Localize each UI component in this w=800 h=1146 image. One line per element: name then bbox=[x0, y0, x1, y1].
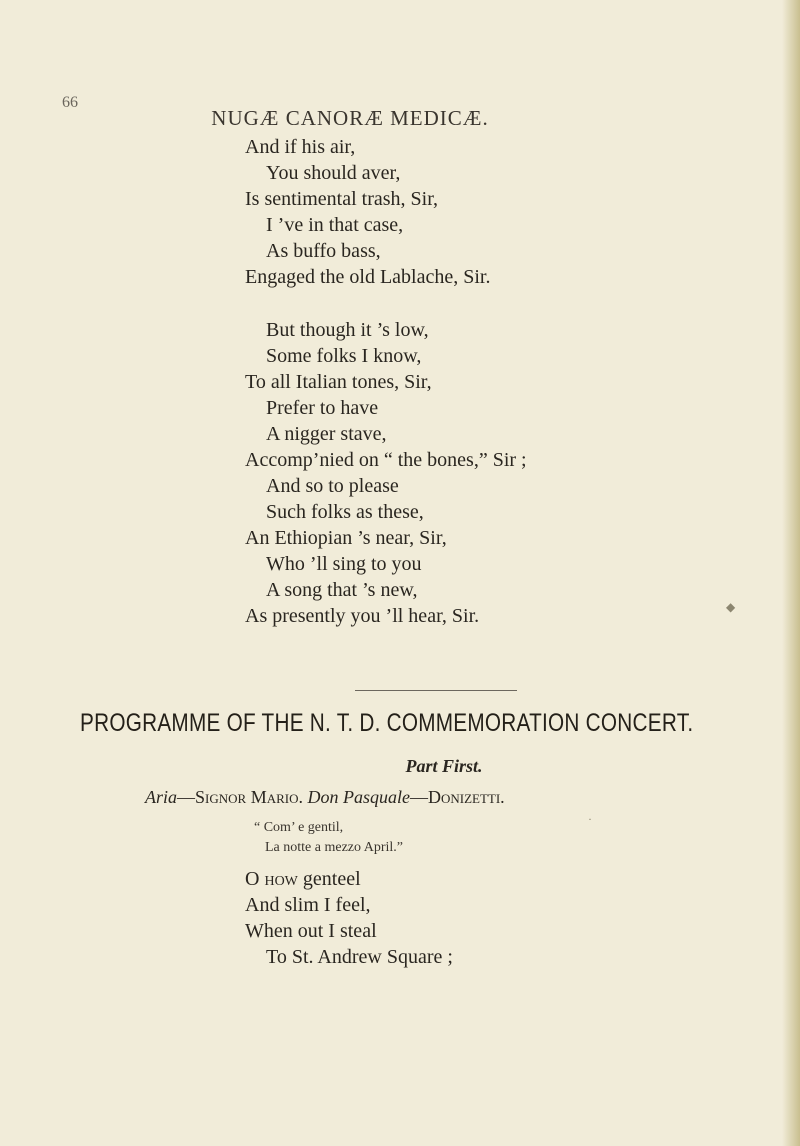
running-title: NUGÆ CANORÆ MEDICÆ. bbox=[211, 106, 489, 130]
verse-line: To all Italian tones, Sir, bbox=[245, 371, 432, 393]
quote-line: “ Com’ e gentil, bbox=[254, 820, 344, 835]
section-divider bbox=[355, 690, 517, 691]
verse-line: When out I steal bbox=[245, 920, 377, 942]
verse-line: Is sentimental trash, Sir, bbox=[245, 188, 439, 210]
aria-composer: Donizetti. bbox=[427, 787, 505, 807]
aria-dash: — bbox=[177, 787, 196, 807]
verse-line: Prefer to have bbox=[266, 397, 379, 419]
part-heading: Part First. bbox=[405, 756, 483, 776]
song-first-word: O bbox=[245, 868, 260, 890]
verse-line: And if his air, bbox=[245, 136, 356, 158]
aria-opera: Don Pasquale bbox=[307, 787, 410, 807]
aria-dash: — bbox=[409, 787, 428, 807]
page-edge-shadow bbox=[782, 0, 800, 1146]
verse-line: Who ’ll sing to you bbox=[266, 553, 422, 575]
aria-singer: Signor Mario. bbox=[195, 787, 303, 807]
verse-line: And so to please bbox=[266, 475, 399, 497]
verse-line: Such folks as these, bbox=[266, 501, 424, 523]
quote-line: La notte a mezzo April.” bbox=[265, 840, 403, 855]
print-speck: ◆ bbox=[726, 600, 736, 614]
song-first-word-rest: how bbox=[264, 868, 298, 890]
print-speck: · bbox=[588, 812, 592, 826]
aria-form: Aria bbox=[145, 787, 178, 807]
verse-line: As presently you ’ll hear, Sir. bbox=[245, 605, 480, 627]
verse-line: But though it ’s low, bbox=[266, 319, 429, 341]
verse-line: A nigger stave, bbox=[266, 423, 387, 445]
aria-line bbox=[145, 787, 505, 808]
verse-line: To St. Andrew Square ; bbox=[266, 946, 453, 968]
verse-line: As buffo bass, bbox=[266, 240, 381, 262]
verse-line: And slim I feel, bbox=[245, 894, 371, 916]
verse-line bbox=[245, 868, 361, 891]
verse-line: Engaged the old Lablache, Sir. bbox=[245, 266, 491, 288]
verse-line: Accomp’nied on “ the bones,” Sir ; bbox=[245, 449, 527, 471]
song-first-line-rest: genteel bbox=[302, 868, 361, 890]
programme-title: PROGRAMME OF THE N. T. D. COMMEMORATION CONCERT. bbox=[80, 709, 694, 737]
page-number: 66 bbox=[62, 94, 78, 111]
verse-line: I ’ve in that case, bbox=[266, 214, 404, 236]
verse-line: You should aver, bbox=[266, 162, 401, 184]
verse-line: An Ethiopian ’s near, Sir, bbox=[245, 527, 447, 549]
verse-line: A song that ’s new, bbox=[266, 579, 418, 601]
verse-line: Some folks I know, bbox=[266, 345, 422, 367]
